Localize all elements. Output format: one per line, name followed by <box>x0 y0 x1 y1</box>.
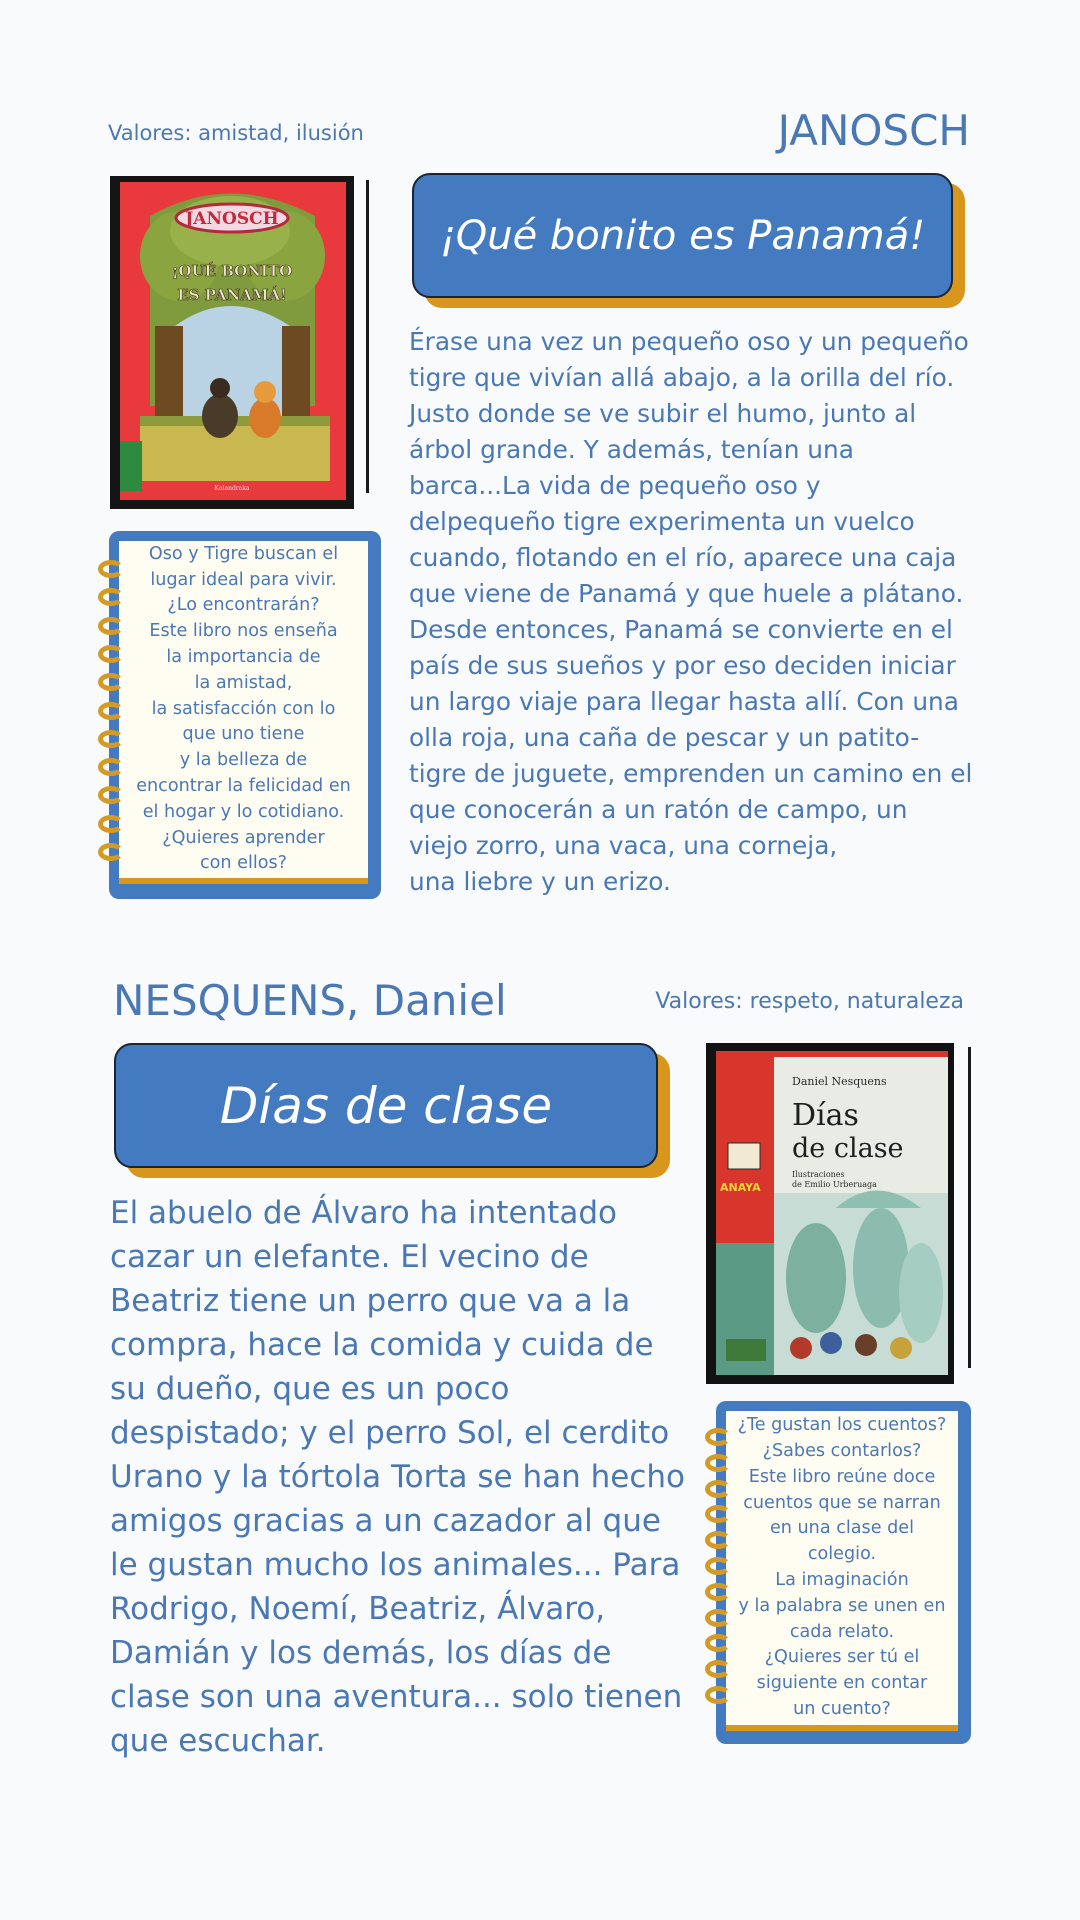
book1-cover-illustration <box>110 176 354 509</box>
book2-cover-illustrations-line2: de Emilio Urberuaga <box>792 1180 877 1189</box>
book1-values: Valores: amistad, ilusión <box>108 121 364 145</box>
book2-cover-title-line2: de clase <box>792 1133 904 1164</box>
spiral-ring-icon <box>98 702 124 720</box>
book1-cover-brand: JANOSCH <box>185 209 279 229</box>
book2-note-card <box>716 1401 971 1744</box>
book1-divider <box>366 180 369 493</box>
book2-divider <box>968 1047 971 1368</box>
book2-cover-author: Daniel Nesquens <box>792 1075 887 1088</box>
spiral-ring-icon <box>705 1428 731 1446</box>
spiral-ring-icon <box>705 1686 731 1704</box>
spiral-ring-icon <box>98 617 124 635</box>
book2-values: Valores: respeto, naturaleza <box>655 989 964 1014</box>
spiral-ring-icon <box>98 730 124 748</box>
book1-title: ¡Qué bonito es Panamá! <box>412 173 953 298</box>
book1-note-text: Oso y Tigre buscan el lugar ideal para vivir. ¿Lo encontrarán? Este libro nos enseña la importancia de la amistad, la satisfacción con lo que uno tiene y la belleza de encontrar la felicidad en el hogar y lo cotidiano. ¿Quieres aprender con ellos? <box>119 541 368 884</box>
book2-description: El abuelo de Álvaro ha intentado cazar un elefante. El vecino de Beatriz tiene un perro que va a la compra, hace la comida y cuida de su dueño, que es un poco despistado; y el perro Sol, el cerdito Urano y la tórtola Torta se han hecho amigos gracias a un cazador al que le gustan mucho los animales... Para Rodrigo, Noemí, Beatriz, Álvaro, Damián y los demás, los días de clase son una aventura... solo tienen que escuchar. <box>110 1195 685 1759</box>
spiral-ring-icon <box>98 560 124 578</box>
spiral-ring-icon <box>98 815 124 833</box>
book2-cover-illustration <box>706 1043 954 1384</box>
spiral-ring-icon <box>705 1480 731 1498</box>
book2-cover-illustrations-line1: Ilustraciones <box>792 1170 845 1179</box>
spiral-ring-icon <box>98 645 124 663</box>
book2-author: NESQUENS, Daniel <box>113 976 507 1025</box>
spiral-ring-icon <box>705 1609 731 1627</box>
spiral-ring-icon <box>705 1557 731 1575</box>
book1-cover-title-line1: ¡QUÉ BONITO <box>171 262 293 280</box>
book2-title-banner <box>114 1043 658 1168</box>
book1-cover-title-line2: ES PANAMÁ! <box>177 286 287 304</box>
book2-cover <box>706 1043 954 1384</box>
book1-note-card <box>109 531 381 899</box>
book1-description: Érase una vez un pequeño oso y un pequeño tigre que vivían allá abajo, a la orilla del río. Justo donde se ve subir el humo, junto al árbol grande. Y además, tenían una barca...La vida de pequeño oso y delpequeño tigre experimenta un vuelco cuando, flotando en el río, aparece una caja que viene de Panamá y que huele a plátano. Desde entonces, Panamá se convierte en el país de sus sueños y por eso deciden iniciar un largo viaje para llegar hasta allí. Con una olla roja, una caña de pescar y un patito- tigre de juguete, emprenden un camino en el que conocerán a un ratón de campo, un viejo zorro, una vaca, una corneja, una liebre y un erizo. <box>409 327 973 896</box>
book2-title: Días de clase <box>114 1043 658 1168</box>
spiral-ring-icon <box>705 1454 731 1472</box>
book1-cover-publisher: Kalandraka <box>214 485 250 492</box>
book1-cover <box>110 176 354 509</box>
spiral-ring-icon <box>705 1583 731 1601</box>
book2-cover-publisher: ANAYA <box>720 1181 761 1194</box>
spiral-ring-icon <box>98 843 124 861</box>
book2-cover-title-line1: Días <box>792 1098 859 1133</box>
book1-title-banner <box>412 173 953 298</box>
book1-author: JANOSCH <box>777 106 970 155</box>
spiral-ring-icon <box>98 758 124 776</box>
book2-note-text: ¿Te gustan los cuentos? ¿Sabes contarlos? Este libro reúne doce cuentos que se narran en una clase del colegio. La imaginación y la palabra se unen en cada relato. ¿Quieres ser tú el siguiente en contar un cuento? <box>726 1411 958 1731</box>
